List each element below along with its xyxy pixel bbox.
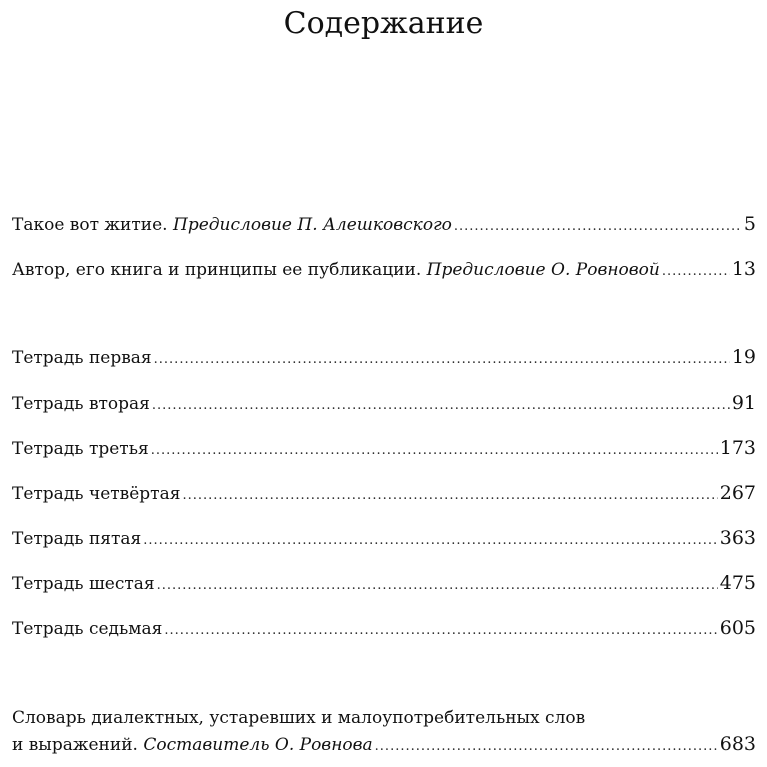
toc-entry-preface-1[interactable]: [12, 213, 756, 238]
dot-leader: [154, 349, 730, 371]
toc-page-number: 19: [731, 346, 756, 368]
toc-entry-author: Составитель О. Ровнова: [143, 735, 373, 755]
toc-entry-label: Тетрадь седьмая: [12, 619, 163, 639]
toc-entry-notebook-5[interactable]: [12, 527, 756, 552]
toc-page-number: 173: [719, 437, 756, 459]
toc-entry-author: Предисловие О. Ровновой: [426, 260, 660, 280]
toc-page-number: 475: [719, 572, 756, 594]
toc-entry-label: Тетрадь первая: [12, 348, 152, 368]
toc-entry-label: Автор, его книга и принципы ее публикации. Предисловие О. Ровновой: [12, 260, 660, 280]
toc-entry-label: Такое вот житие. Предисловие П. Алешковского: [12, 215, 452, 235]
toc-page-number: 13: [731, 258, 756, 280]
dot-leader: [454, 216, 742, 238]
toc-page-number: 5: [743, 213, 756, 235]
toc-entry-label: Тетрадь вторая: [12, 394, 150, 414]
toc-page-number: 363: [719, 527, 756, 549]
toc-entry-label: Тетрадь пятая: [12, 529, 142, 549]
toc-entry-glossary[interactable]: [12, 733, 756, 758]
toc-page-number: 267: [719, 482, 756, 504]
dot-leader: [152, 395, 730, 417]
toc-entry-notebook-4[interactable]: [12, 482, 756, 507]
dot-leader: [157, 575, 718, 597]
dot-leader: [182, 485, 717, 507]
dot-leader: [151, 440, 718, 462]
toc-entry-notebook-1[interactable]: [12, 346, 756, 371]
dot-leader: [662, 261, 730, 283]
toc-page-number: 605: [719, 617, 756, 639]
toc-entry-glossary-line1[interactable]: Словарь диалектных, устаревших и малоупотребительных слов: [12, 708, 586, 728]
toc-page-number: 683: [719, 733, 756, 755]
toc-entry-label: Тетрадь четвёртая: [12, 484, 181, 504]
toc-entry-author: Предисловие П. Алешковского: [173, 215, 452, 235]
page-title: Содержание: [283, 6, 484, 41]
toc-entry-notebook-7[interactable]: [12, 617, 756, 642]
toc-entry-preface-2[interactable]: [12, 258, 756, 283]
dot-leader: [164, 620, 717, 642]
toc-entry-label: и выражений. Составитель О. Ровнова: [12, 735, 373, 755]
toc-entry-notebook-3[interactable]: [12, 437, 756, 462]
dot-leader: [375, 736, 718, 758]
toc-entry-label: Тетрадь шестая: [12, 574, 155, 594]
toc-entry-notebook-6[interactable]: [12, 572, 756, 597]
toc-entry-label: Тетрадь третья: [12, 439, 149, 459]
toc-entry-notebook-2[interactable]: [12, 392, 756, 417]
dot-leader: [143, 530, 717, 552]
toc-page-number: 91: [731, 392, 756, 414]
